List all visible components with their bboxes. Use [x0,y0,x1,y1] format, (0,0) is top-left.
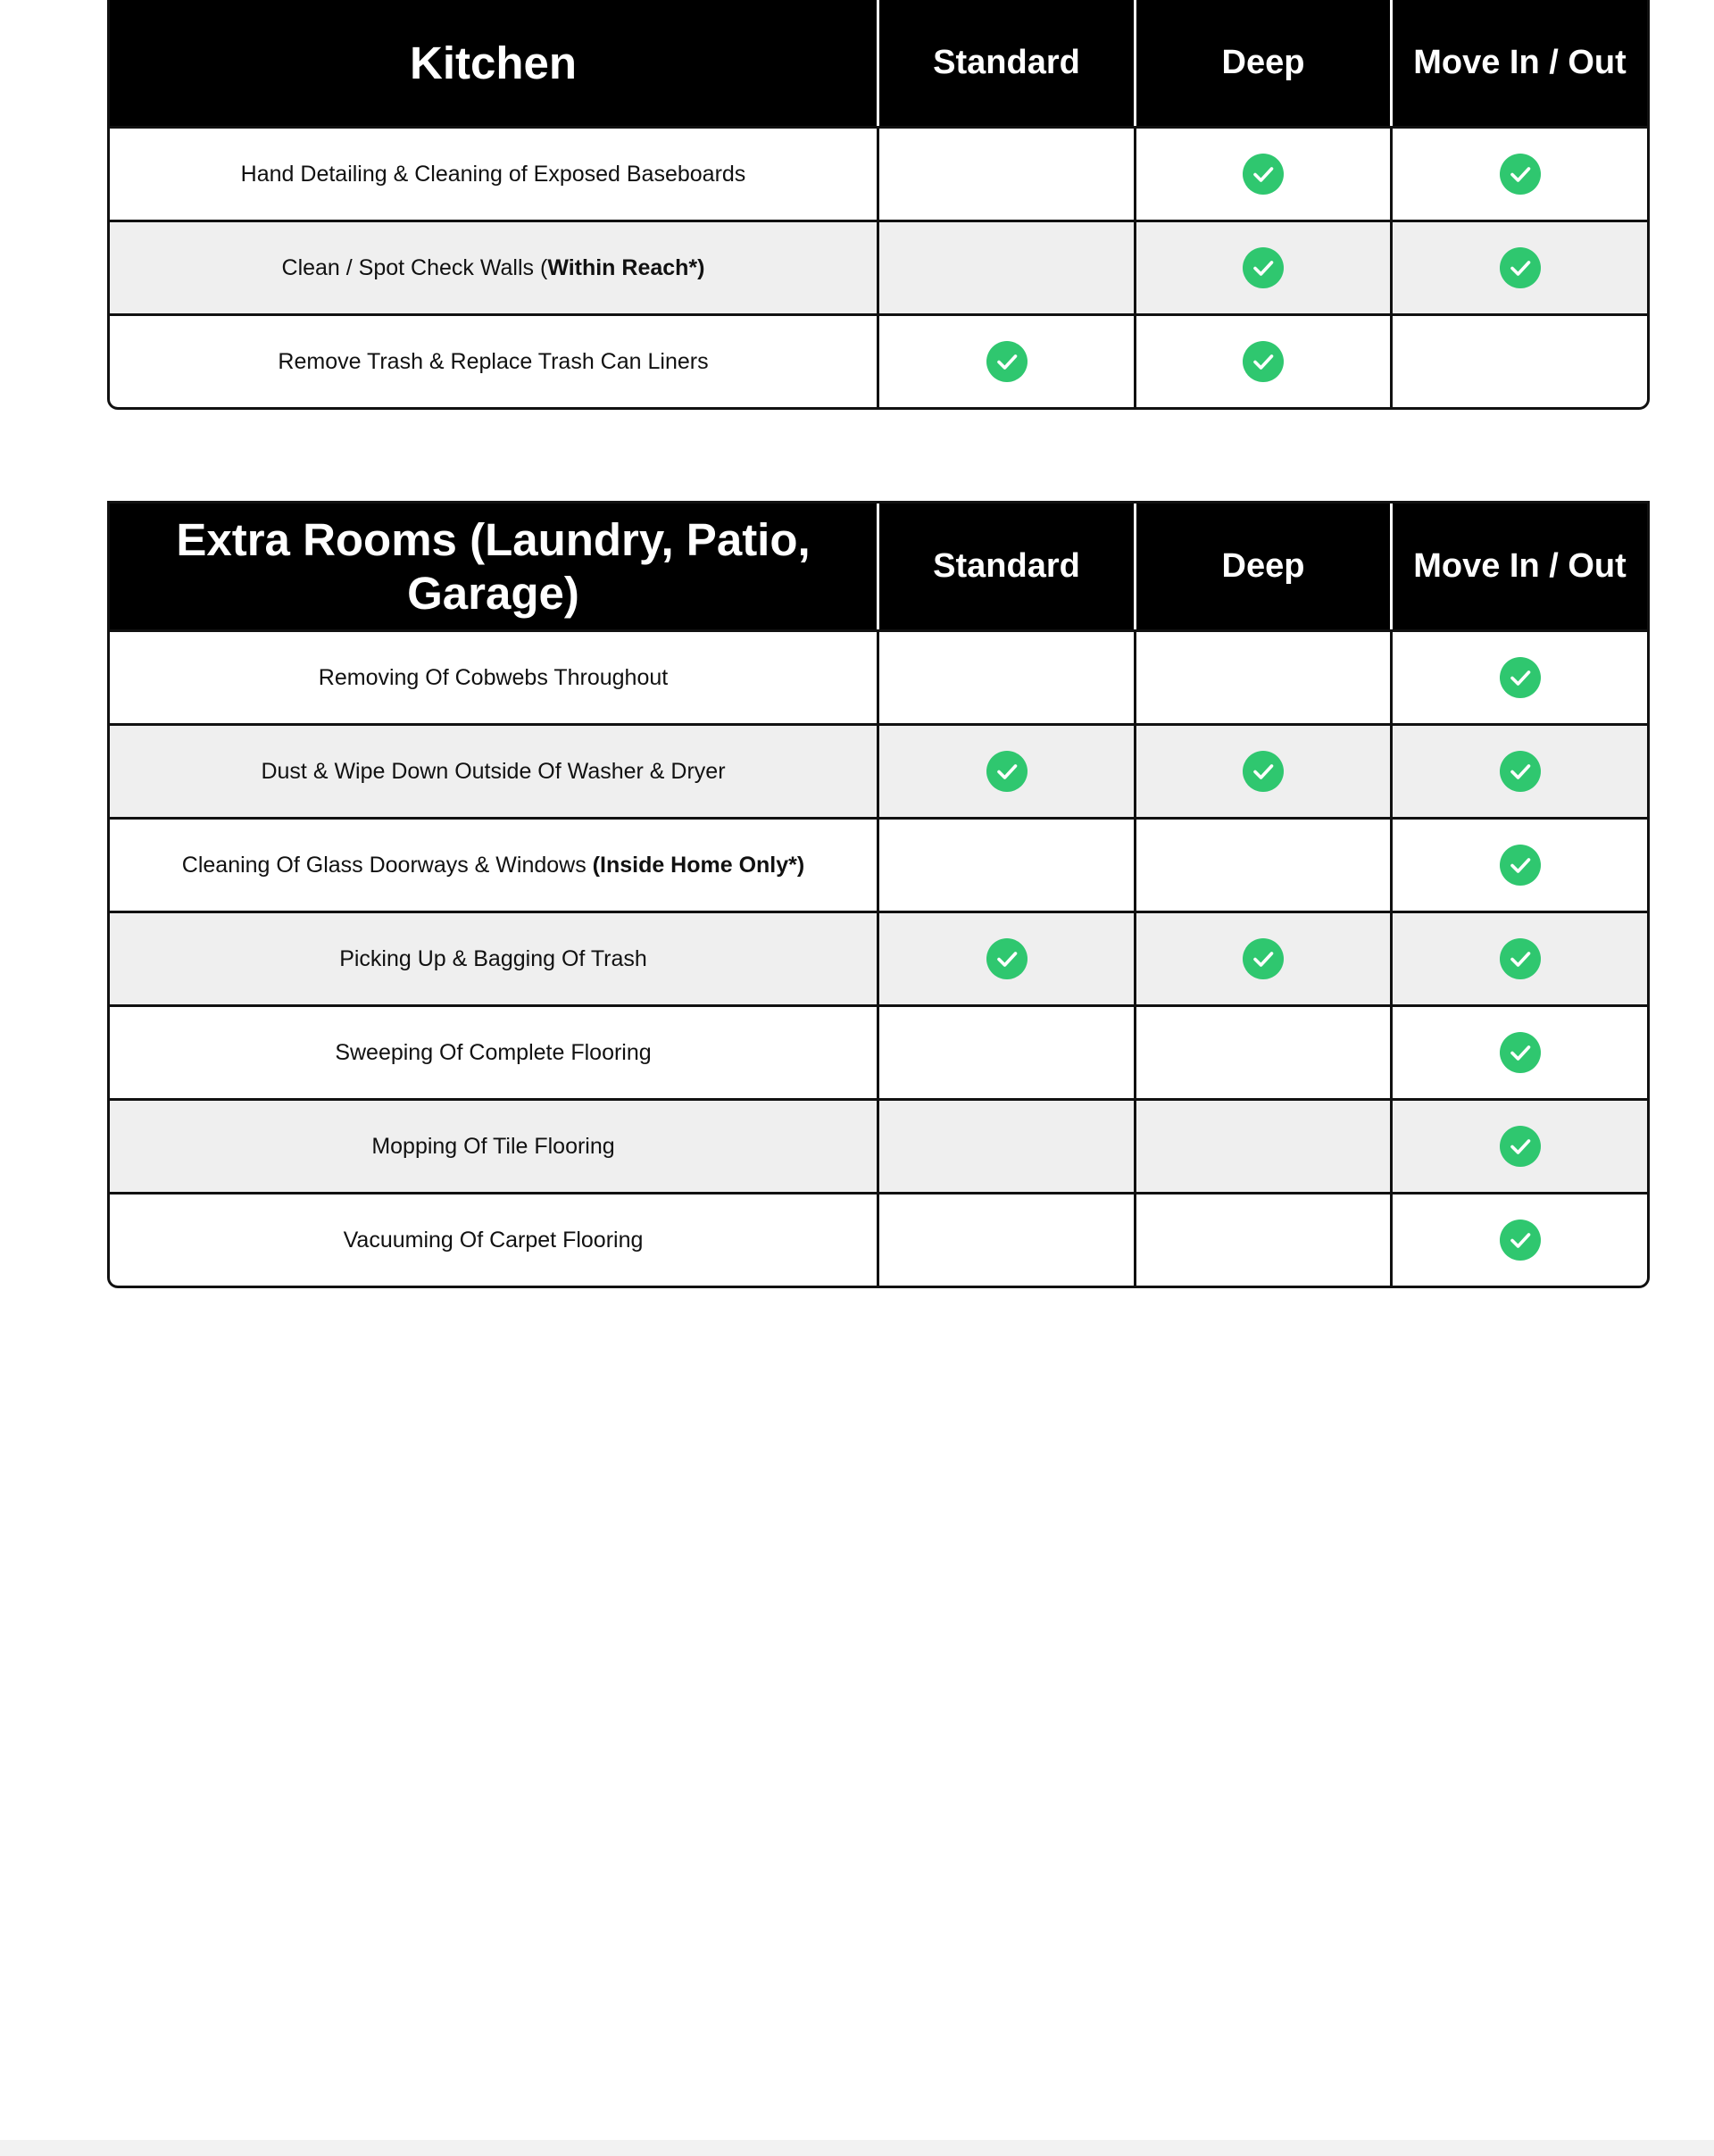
table-title: Kitchen [110,0,877,126]
task-cell [110,313,877,407]
task-cell [110,1004,877,1098]
cell-deep [1134,911,1390,1004]
cell-deep [1134,220,1390,313]
table-row [110,220,1647,313]
column-header-standard: Standard [877,504,1134,629]
cell-deep [1134,817,1390,911]
cell-deep [1134,1004,1390,1098]
cell-move-in-out [1390,1098,1647,1192]
check-circle-icon [1243,154,1284,195]
cell-deep [1134,629,1390,723]
table-row [110,723,1647,817]
cell-move-in-out [1390,911,1647,1004]
task-cell [110,1098,877,1192]
check-circle-icon [1500,845,1541,886]
task-label: Picking Up & Bagging Of Trash [339,945,647,971]
cell-standard [877,817,1134,911]
table-row [110,629,1647,723]
check-circle-icon [1500,938,1541,979]
check-circle-icon [986,341,1028,382]
cell-move-in-out [1390,629,1647,723]
cell-deep [1134,126,1390,220]
task-cell [110,723,877,817]
check-circle-icon [986,938,1028,979]
cell-standard [877,911,1134,1004]
task-label: Dust & Wipe Down Outside Of Washer & Dryer [261,758,726,784]
extra-rooms-table [107,501,1650,1288]
task-emphasis-note: (Inside Home Only*) [592,852,805,878]
cell-deep [1134,313,1390,407]
check-circle-icon [1500,657,1541,698]
cell-standard [877,1192,1134,1286]
cell-move-in-out [1390,817,1647,911]
task-label: Cleaning Of Glass Doorways & Windows [181,852,593,878]
task-label: Remove Trash & Replace Trash Can Liners [278,348,709,374]
page-bottom-band [0,2140,1714,2156]
table-row [110,126,1647,220]
table-row [110,817,1647,911]
task-cell [110,629,877,723]
cell-move-in-out [1390,126,1647,220]
task-label: Mopping Of Tile Flooring [371,1133,615,1159]
task-cell [110,911,877,1004]
check-circle-icon [1500,751,1541,792]
check-circle-icon [1500,1126,1541,1167]
cell-standard [877,313,1134,407]
cell-standard [877,1098,1134,1192]
check-circle-icon [986,751,1028,792]
table-row [110,1192,1647,1286]
cell-standard [877,629,1134,723]
task-label: Removing Of Cobwebs Throughout [318,664,669,690]
task-emphasis-note: Within Reach*) [547,254,705,280]
task-label: Clean / Spot Check Walls ( [281,254,548,280]
table-row [110,1098,1647,1192]
table-title: Extra Rooms (Laundry, Patio, Garage) [110,504,877,629]
cell-deep [1134,723,1390,817]
check-circle-icon [1243,938,1284,979]
task-label: Sweeping Of Complete Flooring [335,1039,652,1065]
task-cell [110,1192,877,1286]
column-header-deep: Deep [1134,0,1390,126]
task-cell [110,817,877,911]
cell-standard [877,1004,1134,1098]
cell-standard [877,126,1134,220]
task-cell [110,220,877,313]
cell-deep [1134,1192,1390,1286]
column-header-move-in-out: Move In / Out [1390,504,1647,629]
table-row [110,1004,1647,1098]
check-circle-icon [1243,751,1284,792]
cell-move-in-out [1390,313,1647,407]
task-cell [110,126,877,220]
cell-move-in-out [1390,220,1647,313]
task-label: Hand Detailing & Cleaning of Exposed Baseboards [240,161,746,187]
task-label: Vacuuming Of Carpet Flooring [343,1227,644,1253]
cell-move-in-out [1390,1192,1647,1286]
table-row [110,911,1647,1004]
cell-move-in-out [1390,1004,1647,1098]
check-circle-icon [1243,247,1284,288]
cell-standard [877,723,1134,817]
table-row [110,313,1647,407]
check-circle-icon [1500,1032,1541,1073]
column-header-standard: Standard [877,0,1134,126]
cell-deep [1134,1098,1390,1192]
cell-move-in-out [1390,723,1647,817]
check-circle-icon [1500,1220,1541,1261]
check-circle-icon [1243,341,1284,382]
kitchen-table [107,0,1650,410]
check-circle-icon [1500,154,1541,195]
column-header-deep: Deep [1134,504,1390,629]
column-header-move-in-out: Move In / Out [1390,0,1647,126]
cell-standard [877,220,1134,313]
check-circle-icon [1500,247,1541,288]
